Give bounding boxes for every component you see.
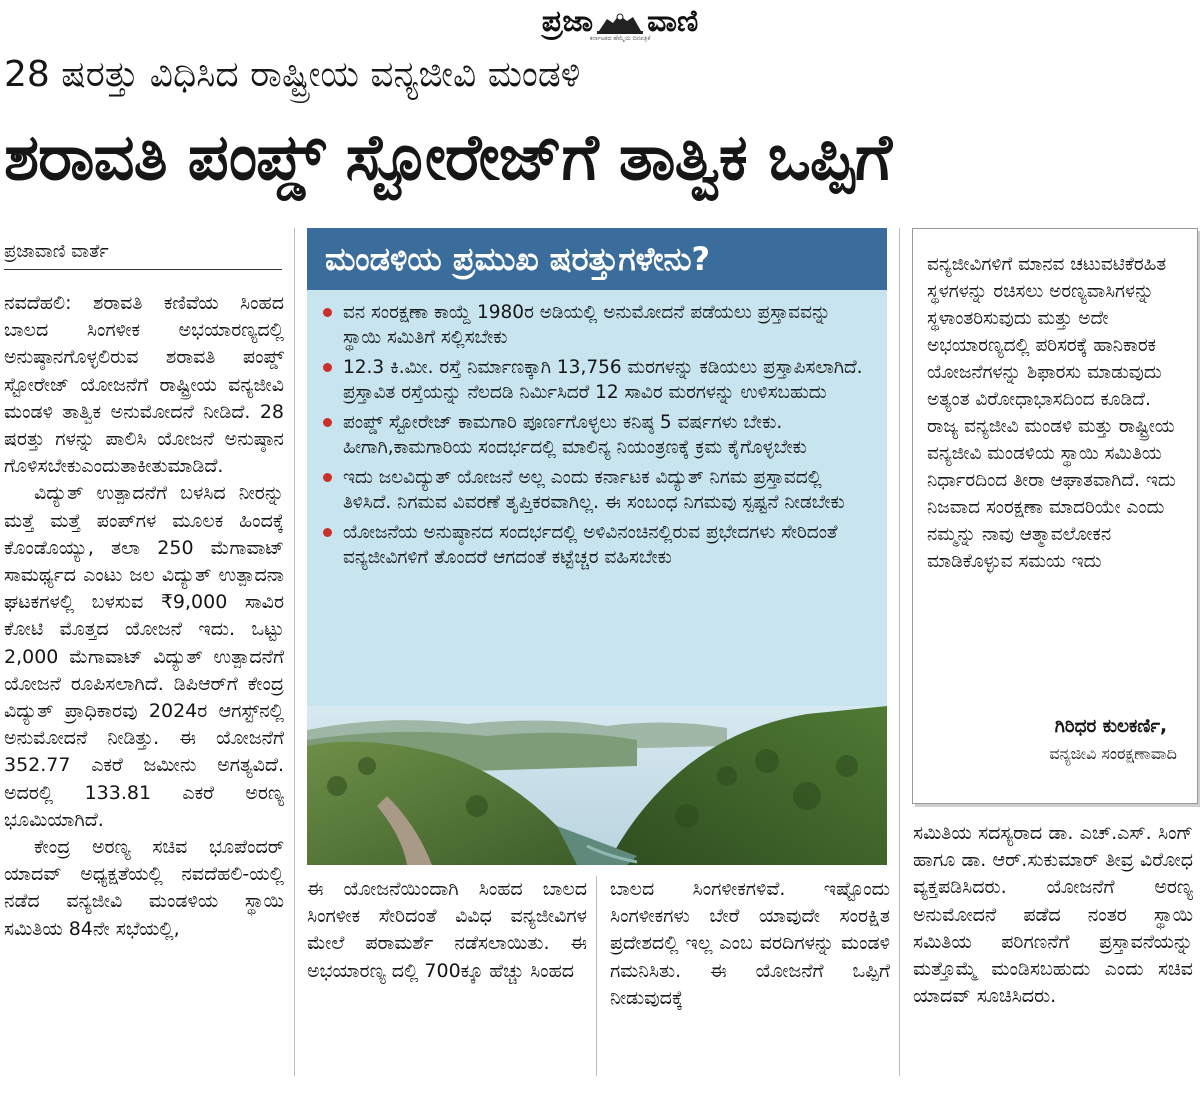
kicker: 28 ಷರತ್ತು ವಿಧಿಸಿದ ರಾಷ್ಟ್ರೀಯ ವನ್ಯಜೀವಿ ಮಂಡಳಿ [4,54,581,95]
article-paragraph: ಕೇಂದ್ರ ಅರಣ್ಯ ಸಚಿವ ಭೂಪೆಂದರ್ ಯಾದವ್ ಅಧ್ಯಕ್ಷತೆಯಲ್ಲಿ ನವದೆಹಲಿ-ಯಲ್ಲಿ ನಡೆದ ವನ್ಯಜೀವಿ ಮಂಡಳಿಯ ಸ್ಥಾಯಿ ಸಮಿತಿಯ 84ನೇ ಸಭೆಯಲ್ಲಿ, [4,836,284,940]
article-paragraph: ಬಾಲದ ಸಿಂಗಳೀಕಗಳಿವೆ. ಇಷ್ಟೊಂದು ಸಿಂಗಳೀಕಗಳು ಬೇರೆ ಯಾವುದೇ ಸಂರಕ್ಷಿತ ಪ್ರದೇಶದಲ್ಲಿ ಇಲ್ಲ ಎಂಬ ವರದಿಗಳನ್ನು ಮಂಡಳಿ ಗಮನಿಸಿತು. ಈ ಯೋಜನೆಗೆ ಒಪ್ಪಿಗೆ ನೀಡುವುದಕ್ಕೆ [610,878,890,1009]
condition-item: ಯೋಜನೆಯ ಅನುಷ್ಠಾನದ ಸಂದರ್ಭದಲ್ಲಿ ಅಳಿವಿನಂಚಿನಲ್ಲಿರುವ ಪ್ರಭೇದಗಳು ಸೇರಿದಂತೆ ವನ್ಯಜೀವಿಗಳಿಗೆ ತೊಂದರೆ ಆಗದಂತೆ ಕಟ್ಟೆಚ್ಚರ ವಹಿಸಬೇಕು [321,520,873,570]
article-column-2 [307,876,587,1076]
article-paragraph: ಸಮಿತಿಯ ಸದಸ್ಯರಾದ ಡಾ. ಎಚ್.ಎಸ್. ಸಿಂಗ್ ಹಾಗೂ ಡಾ. ಆರ್.ಸುಕುಮಾರ್ ತೀವ್ರ ವಿರೋಧ ವ್ಯಕ್ತಪಡಿಸಿದರು. ಯೋಜನೆಗೆ ಅರಣ್ಯ ಅನುಮೋದನೆ ಪಡೆದ ನಂತರ ಸ್ಥಾಯಿ ಸಮಿತಿಯ ಪರಿಗಣನೆಗೆ ಪ್ರಸ್ತಾವನೆಯನ್ನು ಮತ್ತೊಮ್ಮೆ ಮಂಡಿಸಬಹುದು ಎಂದು ಸಚಿವ ಯಾದವ್ ಸೂಚಿಸಿದರು. [913,822,1193,1008]
quote-text: ವನ್ಯಜೀವಿಗಳಿಗೆ ಮಾನವ ಚಟುವಟಿಕೆರಹಿತ ಸ್ಥಳಗಳನ್ನು ರಚಿಸಲು ಅರಣ್ಯವಾಸಿಗಳನ್ನು ಸ್ಥಳಾಂತರಿಸುವುದು ಮತ್ತು ಅದೇ ಅಭಯಾರಣ್ಯದಲ್ಲಿ ಪರಿಸರಕ್ಕೆ ಹಾನಿಕಾರಕ ಯೋಜನೆಗಳನ್ನು ಶಿಫಾರಸು ಮಾಡುವುದು ಅತ್ಯಂತ ವಿರೋಧಾಭಾಸದಿಂದ ಕೂಡಿದೆ. ರಾಜ್ಯ ವನ್ಯಜೀವಿ ಮಂಡಳಿ ಮತ್ತು ರಾಷ್ಟ್ರೀಯ ವನ್ಯಜೀವಿ ಮಂಡಳಿಯ ಸ್ಥಾಯಿ ಸಮಿತಿಯ ನಿರ್ಧಾರದಿಂದ ತೀರಾ ಆಘಾತವಾಗಿದೆ. ಇದು ನಿಜವಾದ ಸಂರಕ್ಷಣಾ ಮಾದರಿಯೇ ಎಂದು ನಮ್ಮನ್ನು ನಾವು ಆತ್ಮಾವಲೋಕನ ಮಾಡಿಕೊಳ್ಳುವ ಸಮಯ ಇದು [927,254,1176,572]
condition-item: ವನ ಸಂರಕ್ಷಣಾ ಕಾಯ್ದೆ 1980ರ ಅಡಿಯಲ್ಲಿ ಅನುಮೋದನೆ ಪಡೆಯಲು ಪ್ರಸ್ತಾವವನ್ನು ಸ್ಥಾಯಿ ಸಮಿತಿಗೆ ಸಲ್ಲಿಸಬೇಕು [321,300,873,350]
quote-author-role: ವನ್ಯಜೀವಿ ಸಂರಕ್ಷಣಾವಾದಿ [1049,744,1177,763]
column-divider [899,228,900,1076]
masthead-emblem-icon [597,9,643,35]
masthead-word-1: ಪ್ರಜಾ [541,4,594,39]
headline: ಶರಾವತಿ ಪಂಪ್ಡ್ ಸ್ಟೋರೇಜ್‌ಗೆ ತಾತ್ವಿಕ ಒಪ್ಪಿಗೆ [4,121,892,195]
article-paragraph: ವಿದ್ಯುತ್ ಉತ್ಪಾದನೆಗೆ ಬಳಸಿದ ನೀರನ್ನು ಮತ್ತೆ ಮತ್ತೆ ಪಂಪ್‌ಗಳ ಮೂಲಕ ಹಿಂದಕ್ಕೆ ಕೊಂಡೊಯ್ಯು, ತಲಾ 250 ಮೆಗಾವಾಟ್ ಸಾಮರ್ಥ್ಯದ ಎಂಟು ಜಲ ವಿದ್ಯುತ್ ಉತ್ಪಾದನಾ ಘಟಕಗಳಲ್ಲಿ ಬಳಸುವ ₹9,000 ಸಾವಿರ ಕೋಟಿ ಮೊತ್ತದ ಯೋಜನೆ ಇದು. ಒಟ್ಟು 2,000 ಮೆಗಾವಾಟ್ ವಿದ್ಯುತ್ ಉತ್ಪಾದನೆಗೆ ಯೋಜನೆ ರೂಪಿಸಲಾಗಿದೆ. ಡಿಪಿಆರ್‌ಗೆ ಕೇಂದ್ರ ವಿದ್ಯುತ್ ಪ್ರಾಧಿಕಾರವು 2024ರ ಆಗಸ್ಟ್‌ನಲ್ಲಿ ಅನುಮೋದನೆ ನೀಡಿತ್ತು. ಈ ಯೋಜನೆಗೆ 352.77 ಎಕರೆ ಜಮೀನು ಅಗತ್ಯವಿದೆ. ಅದರಲ್ಲಿ 133.81 ಎಕರೆ ಅರಣ್ಯ ಭೂಮಿಯಾಗಿದೆ. [4,482,284,831]
masthead-word-2: ವಾಣಿ [647,4,699,39]
infobox-header [307,228,887,290]
quote-box [912,228,1198,804]
masthead-tagline: ಕರ್ನಾಟಕದ ಹೆಮ್ಮೆಯ ದಿನಪತ್ರಿಕೆ [589,35,651,42]
conditions-list [321,300,873,575]
masthead [490,0,750,44]
infobox-title: ಮಂಡಳಿಯ ಪ್ರಮುಖ ಷರತ್ತುಗಳೇನು? [325,240,711,278]
article-column-1 [4,290,284,1070]
condition-item: ಇದು ಜಲವಿದ್ಯುತ್ ಯೋಜನೆ ಅಲ್ಲ ಎಂದು ಕರ್ನಾಟಕ ವಿದ್ಯುತ್ ನಿಗಮ ಪ್ರಸ್ತಾವದಲ್ಲಿ ತಿಳಿಸಿದೆ. ನಿಗಮವ ವಿವರಣೆ ತೃಪ್ತಿಕರವಾಗಿಲ್ಲ. ಈ ಸಂಬಂಧ ನಿಗಮವು ಸ್ಪಷ್ಟನೆ ನೀಡಬೇಕು [321,465,873,515]
condition-item: ಪಂಪ್ಡ್ ಸ್ಟೋರೇಜ್ ಕಾಮಗಾರಿ ಪೂರ್ಣಗೊಳ್ಳಲು ಕನಿಷ್ಠ 5 ವರ್ಷಗಳು ಬೇಕು. ಹೀಗಾಗಿ,ಕಾಮಗಾರಿಯ ಸಂದರ್ಭದಲ್ಲಿ ಮಾಲಿನ್ಯ ನಿಯಂತ್ರಣಕ್ಕೆ ಕ್ರಮ ಕೈಗೊಳ್ಳಬೇಕು [321,410,873,460]
article-paragraph: ಈ ಯೋಜನೆಯಿಂದಾಗಿ ಸಿಂಹದ ಬಾಲದ ಸಿಂಗಳೀಕ ಸೇರಿದಂತೆ ವಿವಿಧ ವನ್ಯಜೀವಿಗಳ ಮೇಲೆ ಪರಾಮರ್ಶೆ ನಡೆಸಲಾಯಿತು. ಈ ಅಭಯಾರಣ್ಯ ದಲ್ಲಿ 700ಕ್ಕೂ ಹೆಚ್ಚು ಸಿಂಹದ [307,878,587,982]
article-paragraph: ನವದೆಹಲಿ: ಶರಾವತಿ ಕಣಿವೆಯ ಸಿಂಹದ ಬಾಲದ ಸಿಂಗಳೀಕ ಅಭಯಾರಣ್ಯದಲ್ಲಿ ಅನುಷ್ಠಾನಗೊಳ್ಳಲಿರುವ ಶರಾವತಿ ಪಂಪ್ಡ್ ಸ್ಟೋರೇಜ್ ಯೋಜನೆಗೆ ರಾಷ್ಟ್ರೀಯ ವನ್ಯಜೀವಿ ಮಂಡಳಿ ತಾತ್ವಿಕ ಅನುಮೋದನೆ ನೀಡಿದೆ. 28 ಷರತ್ತು ಗಳನ್ನು ಪಾಲಿಸಿ ಯೋಜನೆ ಅನುಷ್ಠಾನ ಗೊಳಿಸಬೇಕುಎಂದುತಾಕೀತುಮಾಡಿದೆ. [4,292,284,478]
article-column-4 [913,820,1193,1080]
condition-item: 12.3 ಕಿ.ಮೀ. ರಸ್ತೆ ನಿರ್ಮಾಣಕ್ಕಾಗಿ 13,756 ಮರಗಳನ್ನು ಕಡಿಯಲು ಪ್ರಸ್ತಾಪಿಸಲಾಗಿದೆ. ಪ್ರಸ್ತಾವಿತ ರಸ್ತೆಯನ್ನು ನೆಲದಡಿ ನಿರ್ಮಿಸಿದರೆ 12 ಸಾವಿರ ಮರಗಳನ್ನು ಉಳಿಸಬಹುದು [321,355,873,405]
quote-author: ಗಿರಿಧರ ಕುಲಕರ್ಣಿ, [1054,716,1167,737]
byline: ಪ್ರಜಾವಾಣಿ ವಾರ್ತೆ [4,239,282,270]
valley-landscape-photo [307,706,887,865]
column-divider [294,228,295,1076]
article-column-3 [610,876,890,1076]
column-divider [596,876,597,1076]
